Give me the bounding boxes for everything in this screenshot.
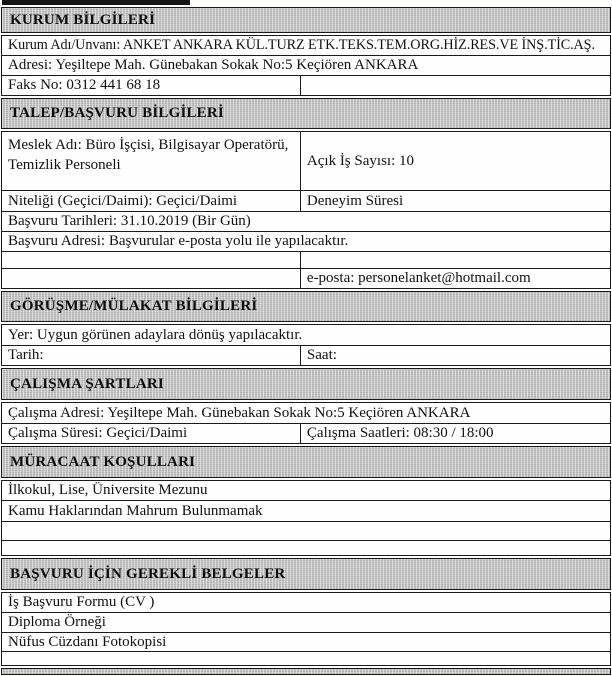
calisma-suresi-text: Çalışma Süresi: Geçici/Daimi [8,425,188,442]
section-header-calisma-sartlari [1,368,611,400]
niteligi-text: Niteliği (Geçici/Daimi): Geçici/Daimi [8,192,238,209]
nufus-cuzdani-text: Nüfus Cüzdanı Fotokopisi [8,633,167,650]
tarih-text: Tarih: [8,347,44,364]
faks-no-text: Faks No: 0312 441 68 18 [8,77,161,94]
row-adresi [1,55,611,76]
section-title: MÜRACAAT KOŞULLARI [10,453,196,470]
row-empty [1,651,611,666]
is-basvuru-formu-text: İş Başvuru Formu (CV ) [8,594,155,611]
section-title: ÇALIŞMA ŞARTLARI [10,375,164,392]
row-tarih-saat [1,345,611,366]
top-black-bar [2,0,190,5]
adresi-text: Adresi: Yeşiltepe Mah. Günebakan Sokak No:5 Keçiören ANKARA [8,57,419,74]
section-header-kurum-bilgileri [1,7,611,33]
section-belgeler-rows [1,592,611,666]
bottom-grey-strip [1,668,611,675]
row-empty-two-cell [1,251,611,269]
section-talep-rows [1,131,611,289]
row-kamu-haklari [1,500,611,522]
row-meslek-adi [1,131,611,191]
row-faks-no [1,75,611,96]
section-title: TALEP/BAŞVURU BİLGİLERİ [10,105,224,121]
section-title: KURUM BİLGİLERİ [10,11,156,28]
kurum-adi-unvani-text: Kurum Adı/Unvanı: ANKET ANKARA KÜL.TURZ ETK.TEKS.TEM.ORG.HİZ.RES.VE İNŞ.TİC.AŞ. [8,36,595,53]
row-is-basvuru-formu [1,592,611,613]
row-empty [1,521,611,541]
empty-cell [2,269,300,288]
section-title: GÖRÜŞME/MÜLAKAT BİLGİLERİ [10,298,258,314]
yer-text: Yer: Uygun görünen adaylara dönüş yapılacaktır. [8,326,303,343]
basvuru-tarihleri-text: Başvuru Tarihleri: 31.10.2019 (Bir Gün) [8,213,251,230]
row-kurum-adi-unvani [1,35,611,56]
section-calisma-rows [1,402,611,444]
section-kurum-rows [1,35,611,96]
kamu-haklari-text: Kamu Haklarından Mahrum Bulunmamak [8,502,263,519]
section-muracaat-rows [1,480,611,556]
section-title: BAŞVURU İÇİN GEREKLİ BELGELER [10,565,286,582]
section-header-muracaat-kosullari [1,446,611,478]
empty-cell [300,252,610,268]
basvuru-adresi-text: Başvuru Adresi: Başvurular e-posta yolu ile yapılacaktır. [8,233,349,250]
empty-cell [2,652,610,665]
empty-cell [2,541,610,555]
eposta-text: e-posta: personelanket@hotmail.com [300,269,610,288]
acik-is-sayisi-text: Açık İş Sayısı: 10 [300,132,610,190]
row-basvuru-tarihleri [1,211,611,232]
row-calisma-adresi [1,402,611,424]
deneyim-suresi-text: Deneyim Süresi [300,191,610,211]
row-basvuru-adresi [1,231,611,252]
section-header-talep-basvuru [1,98,611,129]
row-yer [1,324,611,346]
row-diploma-ornegi [1,612,611,633]
meslek-adi-text: Meslek Adı: Büro İşçisi, Bilgisayar Operatörü, Temizlik Personeli [8,137,289,174]
section-header-gorusme-mulakat [1,291,611,322]
section-header-gerekli-belgeler [1,558,611,590]
row-nufus-cuzdani [1,632,611,652]
empty-cell [2,522,610,540]
row-egitim-kosulu [1,480,611,501]
row-eposta [1,268,611,289]
calisma-adresi-text: Çalışma Adresi: Yeşiltepe Mah. Günebakan Sokak No:5 Keçiören ANKARA [8,404,471,421]
egitim-kosulu-text: İlkokul, Lise, Üniversite Mezunu [8,482,208,499]
row-empty [1,540,611,556]
faks-empty-cell [300,76,610,95]
saat-text: Saat: [300,346,610,365]
diploma-ornegi-text: Diploma Örneği [8,614,106,631]
empty-cell [2,252,300,268]
section-gorusme-rows [1,324,611,366]
calisma-saatleri-text: Çalışma Saatleri: 08:30 / 18:00 [300,424,610,443]
row-niteligi [1,190,611,212]
row-calisma-suresi [1,423,611,444]
